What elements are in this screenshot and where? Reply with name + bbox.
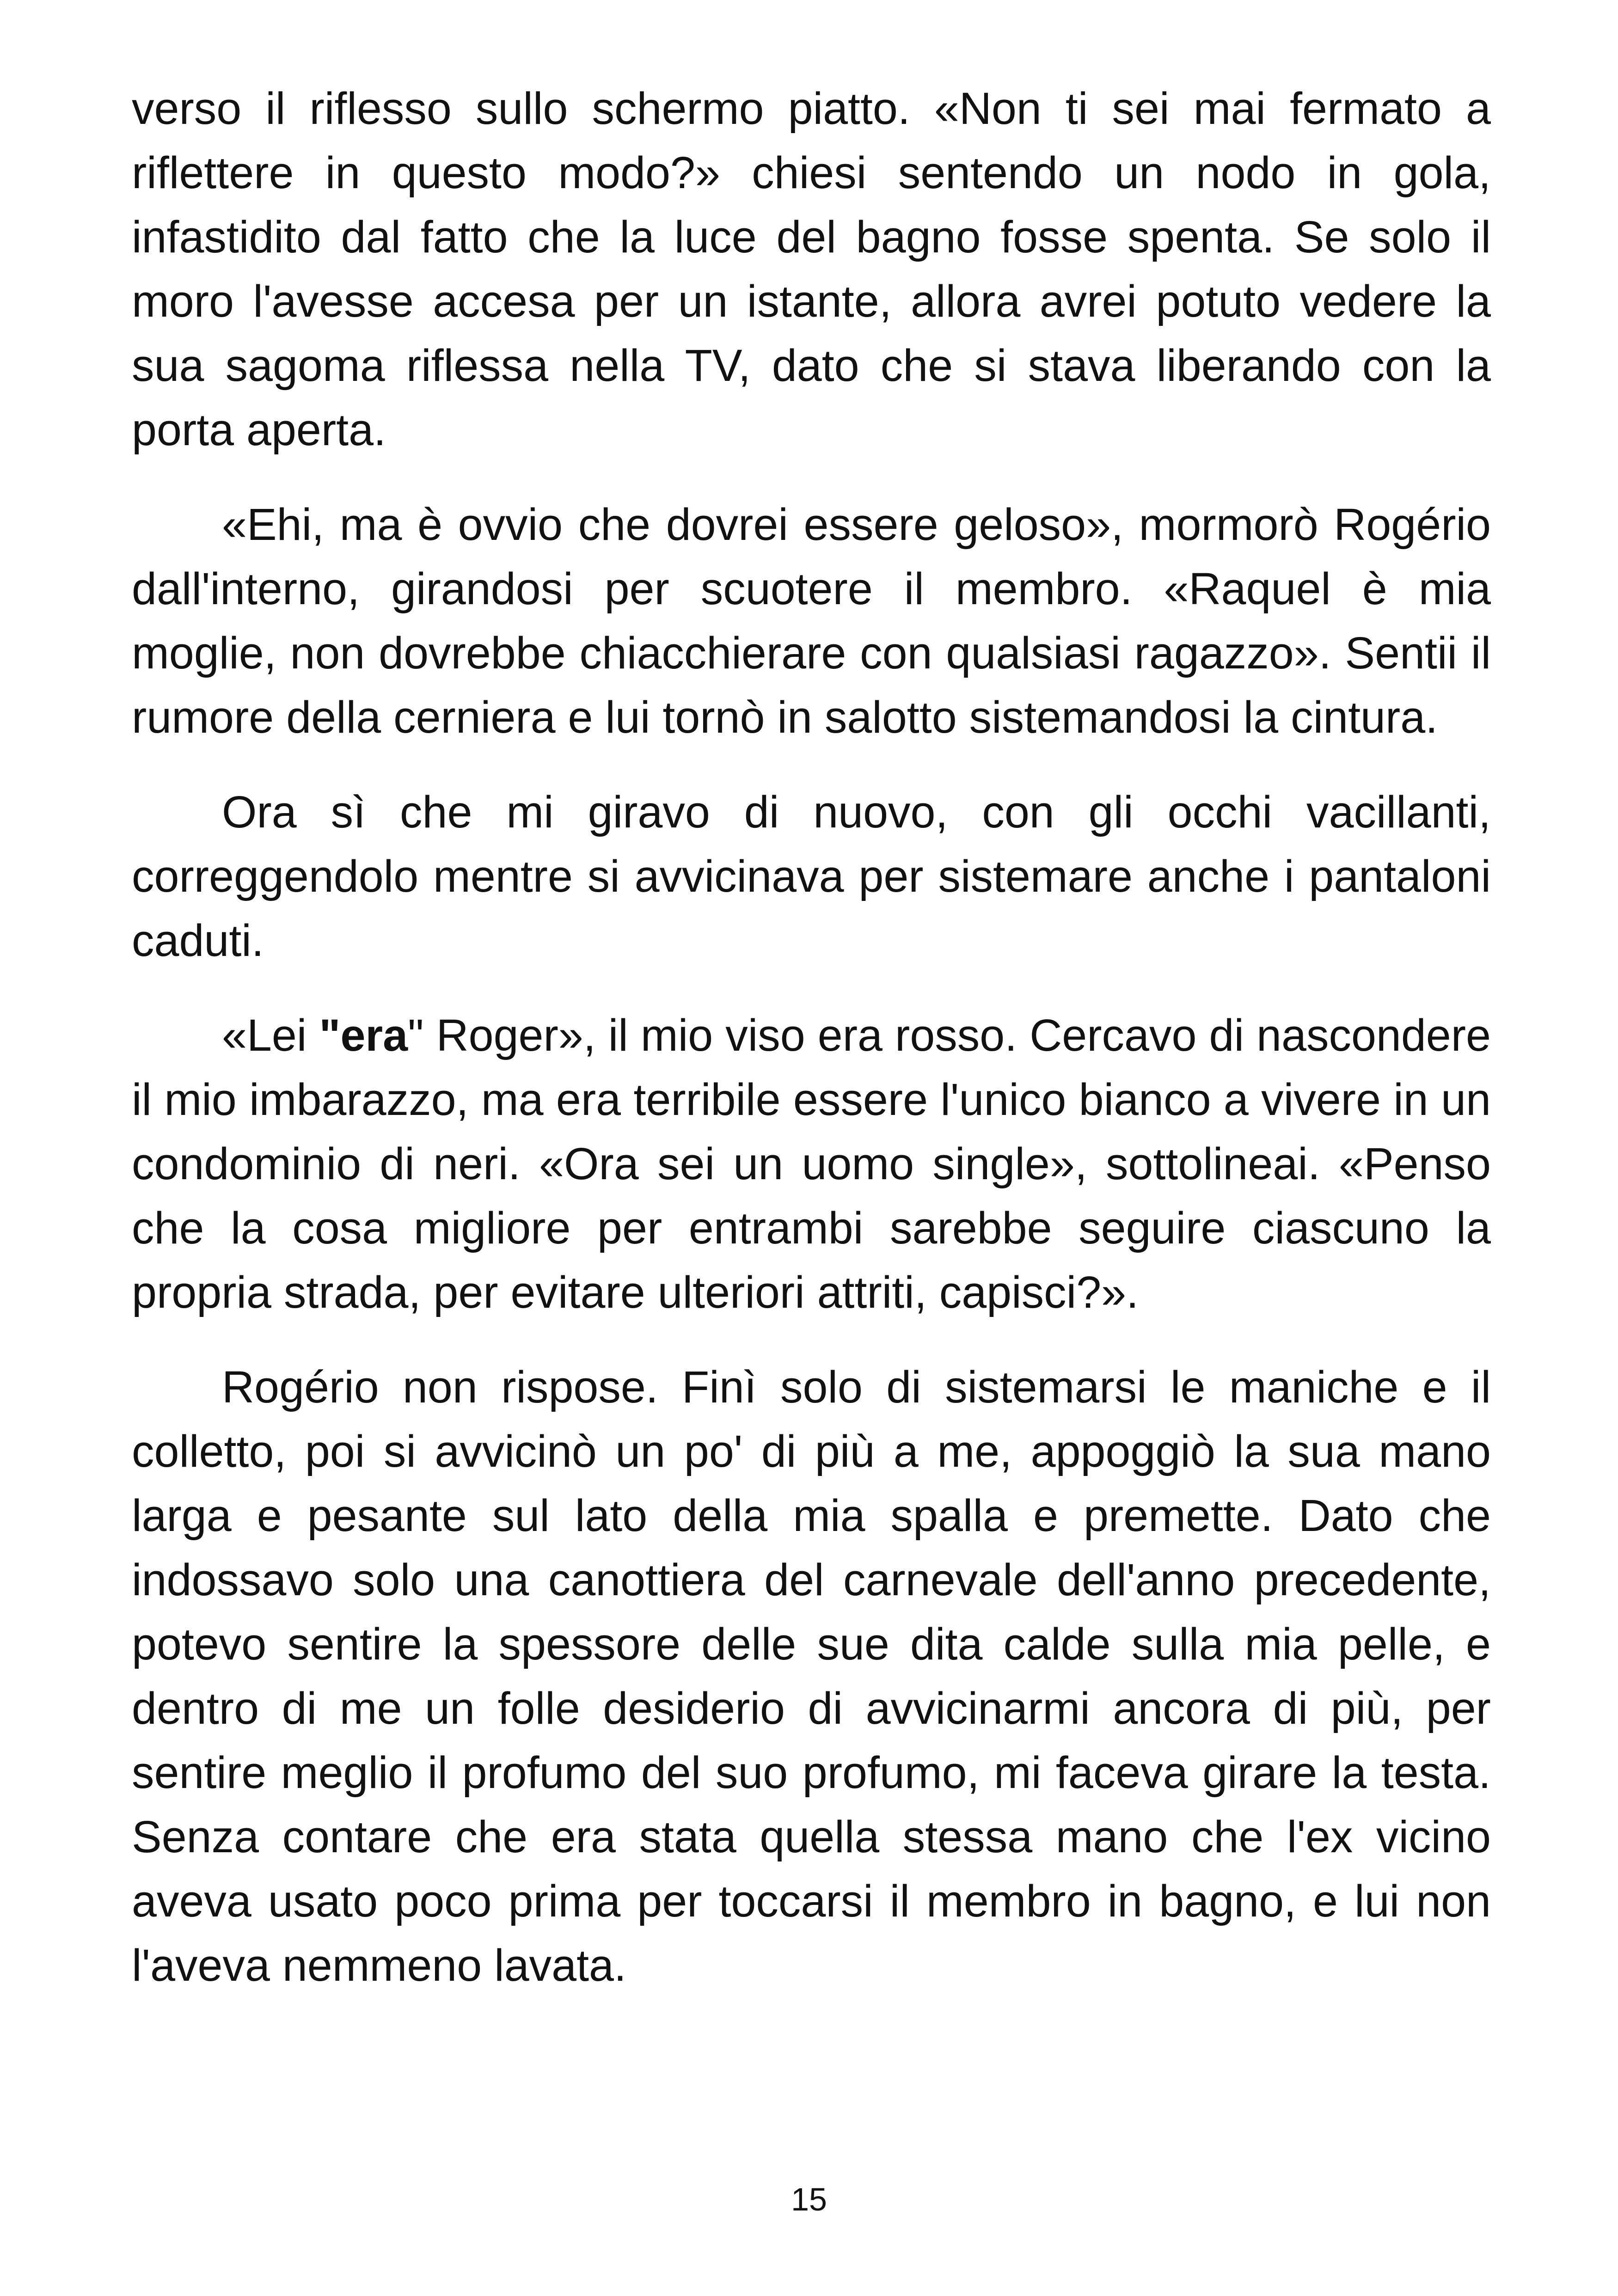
paragraph-1: verso il riflesso sullo schermo piatto. «Non ti sei mai fermato a riflettere in questo modo?» chiesi sentendo un nodo in gola, infastidito dal fatto che la luce del bagno fosse spenta. Se solo il moro l'avesse accesa per un istante, allora avrei potuto vedere la sua sagoma riflessa nella TV, dato che si stava liberando con la porta aperta. [132,83,1491,455]
paragraph-2: «Ehi, ma è ovvio che dovrei essere geloso», mormorò Rogério dall'interno, girandosi per scuotere il membro. «Raquel è mia moglie, non dovrebbe chiacchierare con qualsiasi ragazzo». Sentii il rumore della cerniera e lui tornò in salotto sistemandosi la cintura. [132,499,1491,742]
paragraph-5: Rogério non rispose. Finì solo di sistemarsi le maniche e il colletto, poi si avvicinò un po' di più a me, appoggiò la sua mano larga e pesante sul lato della mia spalla e premette. Dato che indossavo solo una canottiera del carnevale dell'anno precedente, potevo sentire la spessore delle sue dita calde sulla mia pelle, e dentro di me un folle desiderio di avvicinarmi ancora di più, per sentire meglio il profumo del suo profumo, mi faceva girare la testa. Senza contare che era stata quella stessa mano che l'ex vicino aveva usato poco prima per toccarsi il membro in bagno, e lui non l'aveva nemmeno lavata. [132,1362,1491,1990]
paragraph-4-after: " Roger», il mio viso era rosso. Cercavo di nascondere il mio imbarazzo, ma era terribile essere l'unico bianco a vivere in un condominio di neri. «Ora sei un uomo single», sottolineai. «Penso che la cosa migliore per entrambi sarebbe seguire ciascuno la propria strada, per evitare ulteriori attriti, capisci?». [132,1010,1491,1317]
paragraph-4-before: «Lei [222,1010,319,1060]
paragraph-3: Ora sì che mi giravo di nuovo, con gli occhi vacillanti, correggendolo mentre si avvicinava per sistemare anche i pantaloni caduti. [132,787,1491,966]
paragraph-4-bold-word: "era [319,1010,408,1060]
paragraph-4 [132,1003,1491,1324]
body-text [132,76,1491,1997]
page-number: 15 [791,2181,827,2217]
